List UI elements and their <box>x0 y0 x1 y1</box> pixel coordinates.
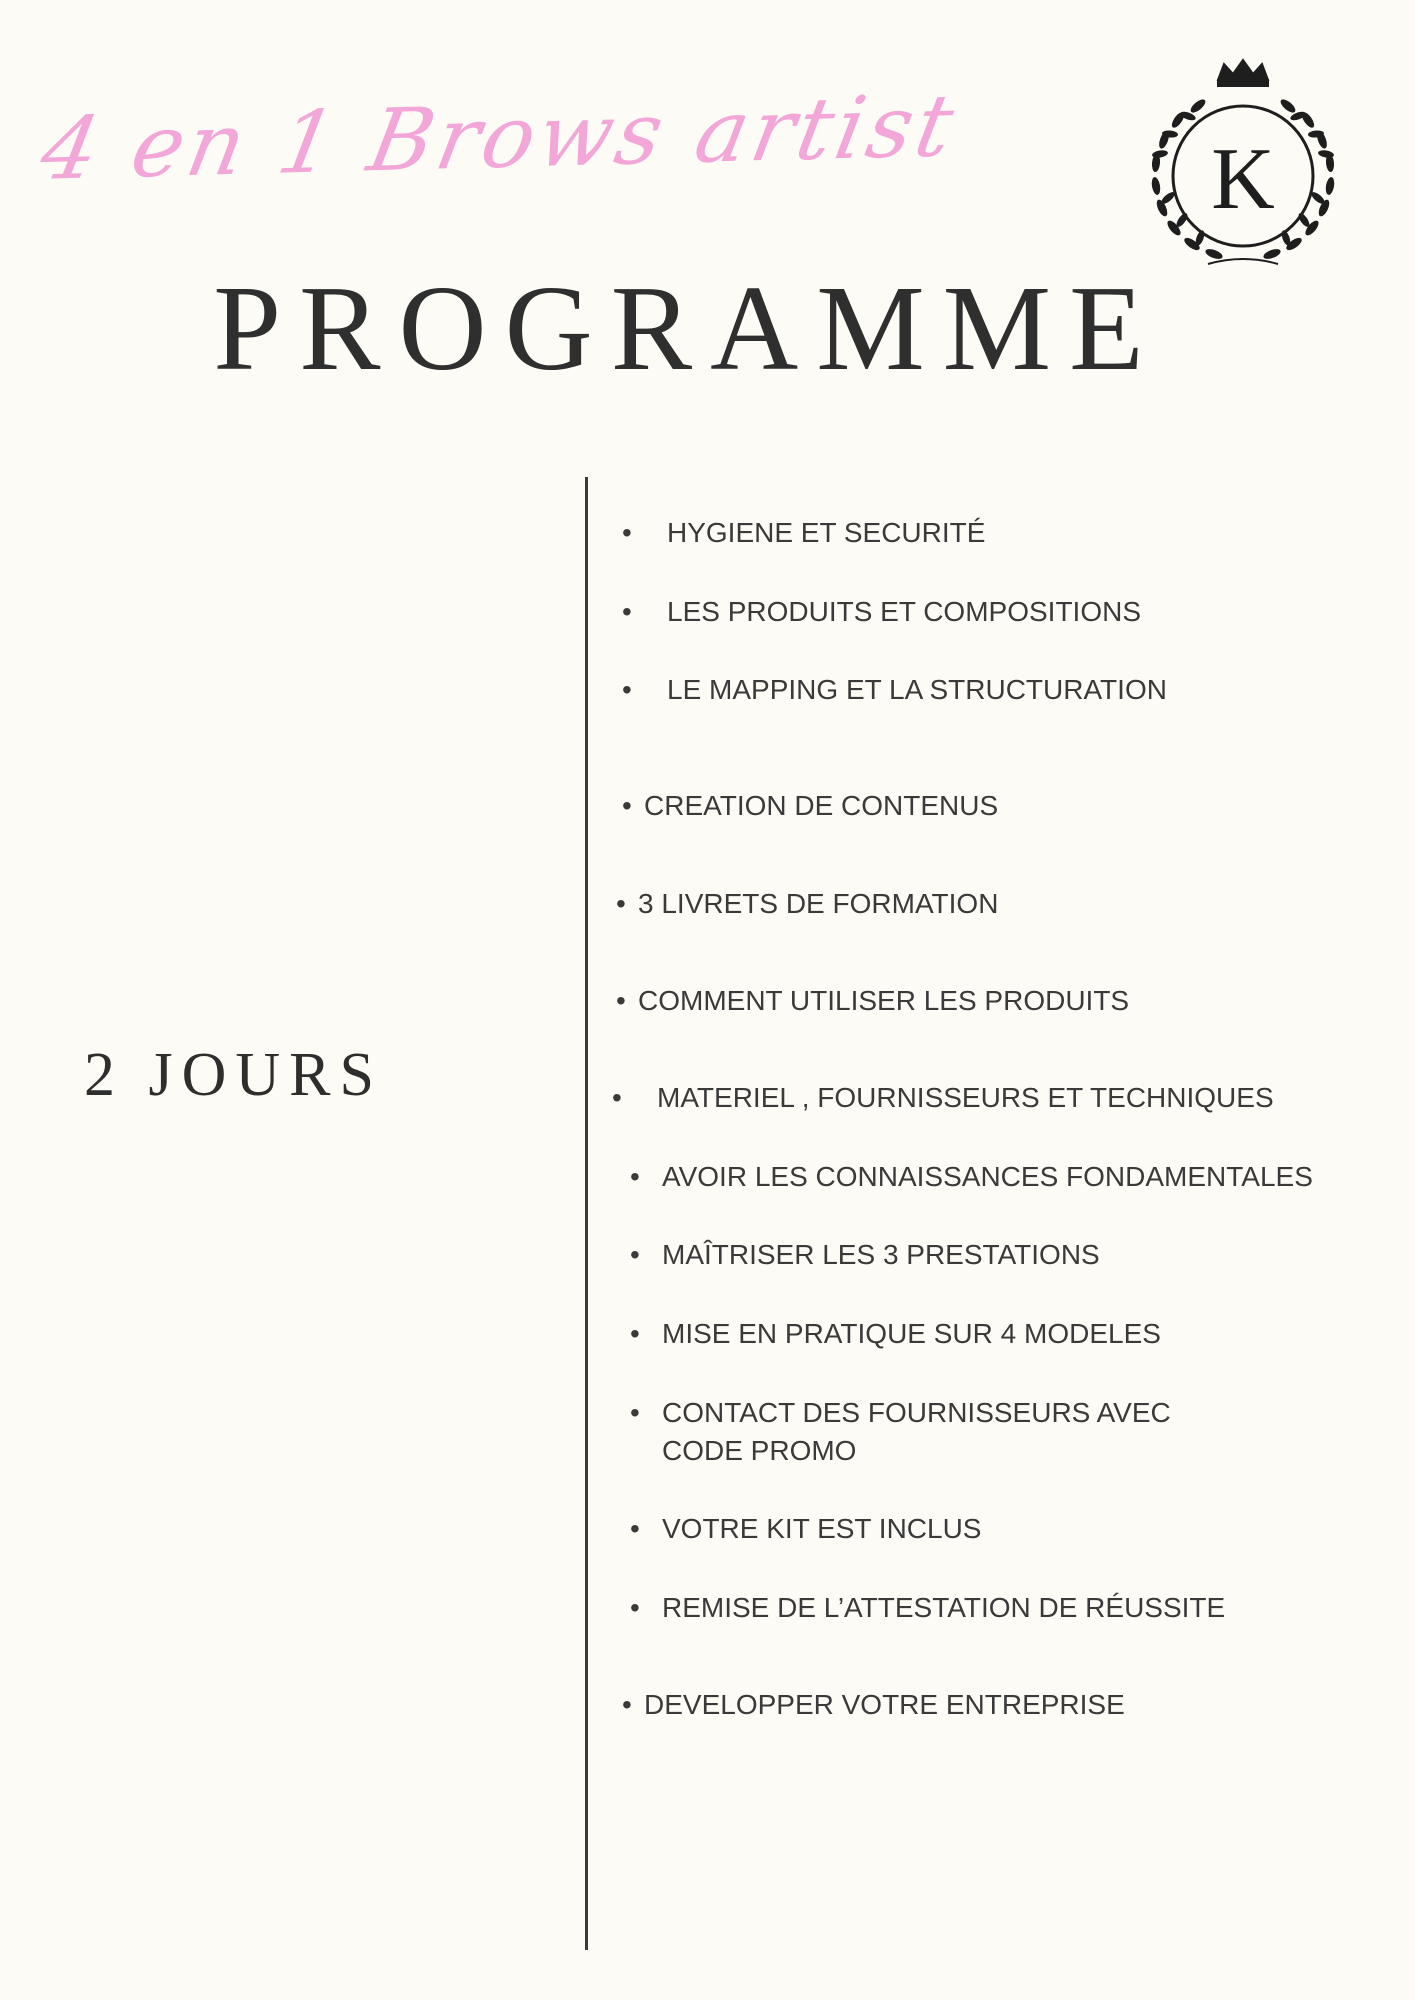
list-item: • LE MAPPING ET LA STRUCTURATION <box>622 674 1167 705</box>
list-item: • VOTRE KIT EST INCLUS <box>630 1513 982 1544</box>
crown-icon <box>1218 60 1268 86</box>
list-item: • LES PRODUITS ET COMPOSITIONS <box>622 596 1142 627</box>
list-item: • CREATION DE CONTENUS <box>622 790 999 821</box>
list-item: • REMISE DE L’ATTESTATION DE RÉUSSITE <box>630 1592 1226 1623</box>
list-item: • CONTACT DES FOURNISSEURS AVEC <box>630 1397 1171 1428</box>
list-item: • MATERIEL , FOURNISSEURS ET TECHNIQUES <box>612 1082 1274 1113</box>
duration-label: 2 JOURS <box>84 1041 384 1109</box>
laurel-crown-logo <box>1138 58 1348 280</box>
list-item: • MAÎTRISER LES 3 PRESTATIONS <box>630 1239 1100 1270</box>
list-item: • 3 LIVRETS DE FORMATION <box>616 888 999 919</box>
vertical-divider <box>585 477 588 1950</box>
page-title: PROGRAMME <box>213 261 1162 396</box>
list-item: • COMMENT UTILISER LES PRODUITS <box>616 985 1130 1016</box>
list-item: • HYGIENE ET SECURITÉ <box>622 517 986 548</box>
logo-letter: K <box>1211 131 1275 228</box>
list-item: • AVOIR LES CONNAISSANCES FONDAMENTALES <box>630 1161 1313 1192</box>
script-title: 4 en 1 Brows artist <box>33 76 965 200</box>
list-item: • DEVELOPPER VOTRE ENTREPRISE <box>622 1689 1125 1720</box>
list-item: • MISE EN PRATIQUE SUR 4 MODELES <box>630 1318 1161 1349</box>
list-item-continuation: CODE PROMO <box>662 1435 857 1466</box>
